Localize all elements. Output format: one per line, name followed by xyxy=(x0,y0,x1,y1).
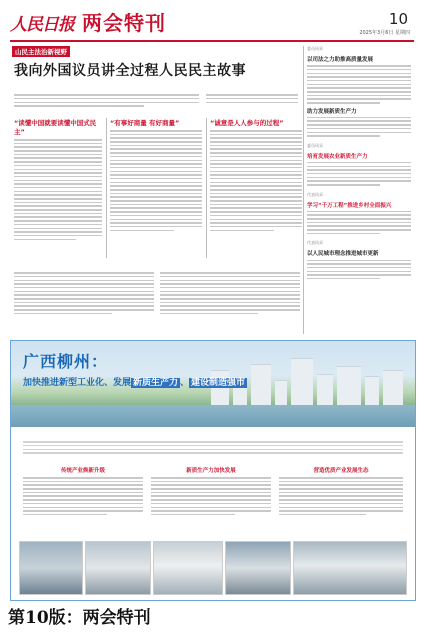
right-column-divider xyxy=(303,46,304,334)
page-number: 10 xyxy=(388,10,408,28)
factory-photo xyxy=(225,541,291,595)
right-kicker: 委员风采 xyxy=(307,46,323,51)
ad-section-3 xyxy=(279,463,403,518)
right-headline: 以人民城市理念推进城市更新 xyxy=(307,251,379,258)
newspaper-logo: 人民日报 xyxy=(10,15,74,35)
ad-section-heading: 营造优质产业发展生态 xyxy=(313,468,369,474)
header-rule xyxy=(10,40,414,42)
column-divider xyxy=(106,118,107,258)
column-1 xyxy=(14,118,102,242)
ad-section-heading: 传统产业焕新升级 xyxy=(60,468,105,474)
lead-text-right xyxy=(206,92,298,105)
right-headline: 助力发展新质生产力 xyxy=(307,108,357,115)
column-3 xyxy=(210,118,302,233)
lower-text-1 xyxy=(14,270,154,316)
right-kicker: 代表风采 xyxy=(307,240,323,246)
edition-label: 第10版：两会特刊 xyxy=(8,608,151,628)
ad-subtitle: 加快推进新型工业化、发展 新质生产力 、 建设制造强市 xyxy=(23,378,246,388)
section-title: 两会特刊 xyxy=(82,11,166,35)
lower-text-2 xyxy=(160,270,300,316)
right-column xyxy=(307,46,411,282)
right-kicker: 委员风采 xyxy=(307,142,323,148)
column-1-title: “读懂中国就要读懂中国式民主” xyxy=(14,119,97,136)
column-2-title: “有事好商量 有好商量” xyxy=(110,119,180,127)
story-kicker: 山民主法治新视野 xyxy=(12,46,70,57)
ad-section-2 xyxy=(151,463,271,518)
right-headline: 培育发展农业新质生产力 xyxy=(307,153,368,160)
ad-section-1 xyxy=(23,463,143,518)
date-line: 2025年3月6日 星期四 xyxy=(359,30,410,36)
ad-title: 广西柳州： xyxy=(23,352,109,371)
right-headline: 学习“千万工程”推进乡村全面振兴 xyxy=(307,202,392,209)
ad-section-heading: 新质生产力加快发展 xyxy=(186,468,236,474)
right-kicker: 代表风采 xyxy=(307,191,323,197)
ad-intro-text xyxy=(23,439,403,456)
lead-text-left xyxy=(14,92,199,109)
factory-photo xyxy=(293,541,407,595)
factory-photo xyxy=(19,541,83,595)
advertorial-block xyxy=(10,340,416,601)
column-3-title: “诚意是人人参与的过程” xyxy=(210,119,284,127)
main-headline: 我向外国议员讲全过程人民民主故事 xyxy=(14,63,246,79)
masthead xyxy=(10,8,414,38)
factory-photo xyxy=(153,541,223,595)
column-2 xyxy=(110,118,202,233)
factory-photo xyxy=(85,541,151,595)
column-divider xyxy=(206,118,207,258)
right-headline: 以司法之力助推高质量发展 xyxy=(307,57,374,63)
